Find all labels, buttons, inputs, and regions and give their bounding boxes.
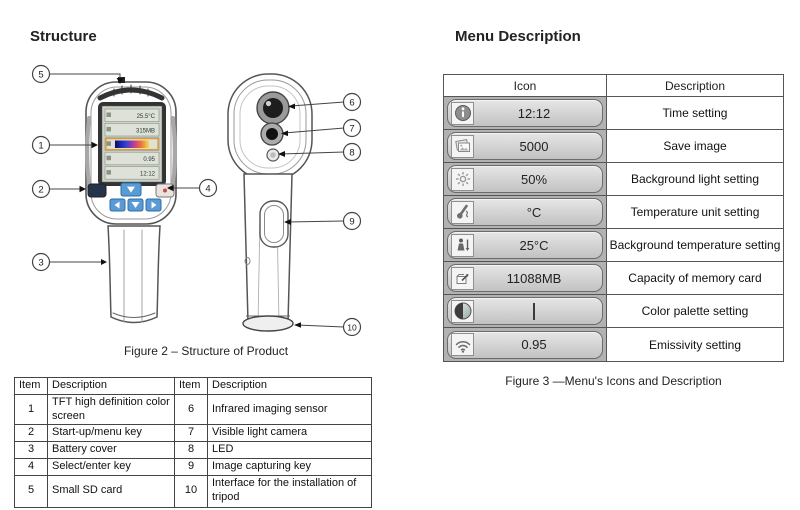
callout-2 [33, 181, 50, 198]
menu-value-palette [474, 304, 602, 319]
svg-text:4: 4 [205, 183, 211, 195]
svg-text:1: 1 [38, 140, 44, 152]
part-desc: Infrared imaging sensor [208, 394, 372, 425]
svg-text:9: 9 [349, 216, 355, 228]
part-item: 3 [15, 442, 48, 459]
parts-row-3 [15, 442, 372, 459]
menu-icon-cell-memory [444, 262, 607, 295]
menu-icon-cell-unit [444, 196, 607, 229]
menu-desc-palette: Color palette setting [607, 295, 783, 328]
tripod-interface [243, 316, 293, 331]
menu-value-light: 50% [520, 171, 548, 187]
parts-row-5 [15, 475, 372, 507]
part-desc: TFT high definition color screen [48, 394, 175, 425]
part-item: 5 [15, 475, 48, 507]
menu-desc-memory: Capacity of memory card [607, 262, 783, 295]
parts-row-2 [15, 425, 372, 442]
menu-desc-light: Background light setting [607, 163, 783, 196]
callout-10 [344, 319, 361, 336]
figure3-caption: Figure 3 —Menu's Icons and Description [505, 374, 722, 388]
callout-4 [200, 180, 217, 197]
menu-desc-time: Time setting [607, 97, 783, 130]
menu-icon-cell-emissivity [444, 328, 607, 361]
svg-text:10: 10 [347, 322, 357, 333]
device-back-view [228, 74, 312, 331]
part-desc: Visible light camera [208, 425, 372, 442]
menu-desc-emissivity: Emissivity setting [607, 328, 783, 361]
emissivity-icon [451, 333, 474, 356]
svg-text:6: 6 [349, 97, 355, 109]
person-temperature-icon [451, 234, 474, 257]
svg-text:8: 8 [349, 147, 355, 159]
menu-desc-unit: Temperature unit setting [607, 196, 783, 229]
parts-table [14, 377, 372, 508]
parts-row-4 [15, 458, 372, 475]
part-item: 8 [175, 442, 208, 459]
front-handle [108, 226, 160, 323]
tft-screen [98, 102, 166, 186]
part-desc: Small SD card [48, 475, 175, 507]
back-handle [244, 174, 292, 327]
menu-desc-bgtemp: Background temperature setting [607, 229, 783, 262]
part-item: 7 [175, 425, 208, 442]
screen-row-emissivity: 0.95 [143, 157, 155, 164]
svg-text:3: 3 [38, 257, 44, 269]
menu-icon-cell-bgtemp [444, 229, 607, 262]
callout-8 [344, 144, 361, 161]
svg-text:7: 7 [349, 123, 355, 135]
part-item: 4 [15, 458, 48, 475]
structure-heading: Structure [30, 28, 97, 45]
parts-header-desc2: Description [208, 378, 372, 395]
menu-header-icon: Icon [444, 75, 607, 97]
menu-value-memory: 11088MB [506, 270, 562, 286]
menu-icon-cell-light [444, 163, 607, 196]
device-front-view [86, 77, 176, 323]
screen-row-time: 12:12 [139, 171, 155, 178]
figure2-structure-diagram [18, 56, 393, 346]
menu-desc-save: Save image [607, 130, 783, 163]
parts-row-1 [15, 394, 372, 425]
memory-card-icon [451, 267, 474, 290]
callout-3 [33, 254, 50, 271]
menu-icons-table [443, 74, 784, 362]
menu-value-unit: °C [526, 204, 542, 220]
part-desc: Battery cover [48, 442, 175, 459]
menu-icon-cell-time [444, 97, 607, 130]
svg-text:2: 2 [38, 184, 44, 196]
part-item: 9 [175, 458, 208, 475]
brightness-icon [451, 168, 474, 191]
part-desc: Start-up/menu key [48, 425, 175, 442]
menu-value-bgtemp: 25°C [519, 237, 549, 253]
screen-row-memory: 315MB [135, 128, 155, 135]
photos-icon [451, 135, 474, 158]
callout-9 [344, 213, 361, 230]
callout-5 [33, 66, 50, 83]
palette-strip [533, 303, 535, 320]
part-desc: Image capturing key [208, 458, 372, 475]
part-desc: Interface for the installation of tripod [208, 475, 372, 507]
screen-row-temp: 25.5°C [136, 114, 155, 120]
callout-1 [33, 137, 50, 154]
parts-header-item2: Item [175, 378, 208, 395]
clock-icon [451, 102, 474, 125]
part-desc: Select/enter key [48, 458, 175, 475]
thermometer-icon [451, 201, 474, 224]
part-item: 1 [15, 394, 48, 425]
menu-icon-cell-palette [444, 295, 607, 328]
part-item: 2 [15, 425, 48, 442]
menu-header-description: Description [607, 75, 783, 97]
svg-text:5: 5 [38, 69, 44, 81]
menu-value-time: 12:12 [517, 105, 551, 121]
menu-description-heading: Menu Description [455, 28, 581, 45]
callout-6 [344, 94, 361, 111]
callout-7 [344, 120, 361, 137]
menu-value-save: 5000 [519, 138, 549, 154]
parts-header-item1: Item [15, 378, 48, 395]
parts-header-row [15, 378, 372, 395]
startup-menu-key [88, 184, 106, 197]
figure2-caption: Figure 2 – Structure of Product [123, 344, 289, 358]
color-palette-icon [451, 300, 474, 323]
part-item: 6 [175, 394, 208, 425]
part-item: 10 [175, 475, 208, 507]
menu-value-emissivity: 0.95 [521, 337, 547, 352]
menu-icon-cell-save [444, 130, 607, 163]
screen-palette-bar [115, 141, 149, 149]
parts-header-desc1: Description [48, 378, 175, 395]
part-desc: LED [208, 442, 372, 459]
